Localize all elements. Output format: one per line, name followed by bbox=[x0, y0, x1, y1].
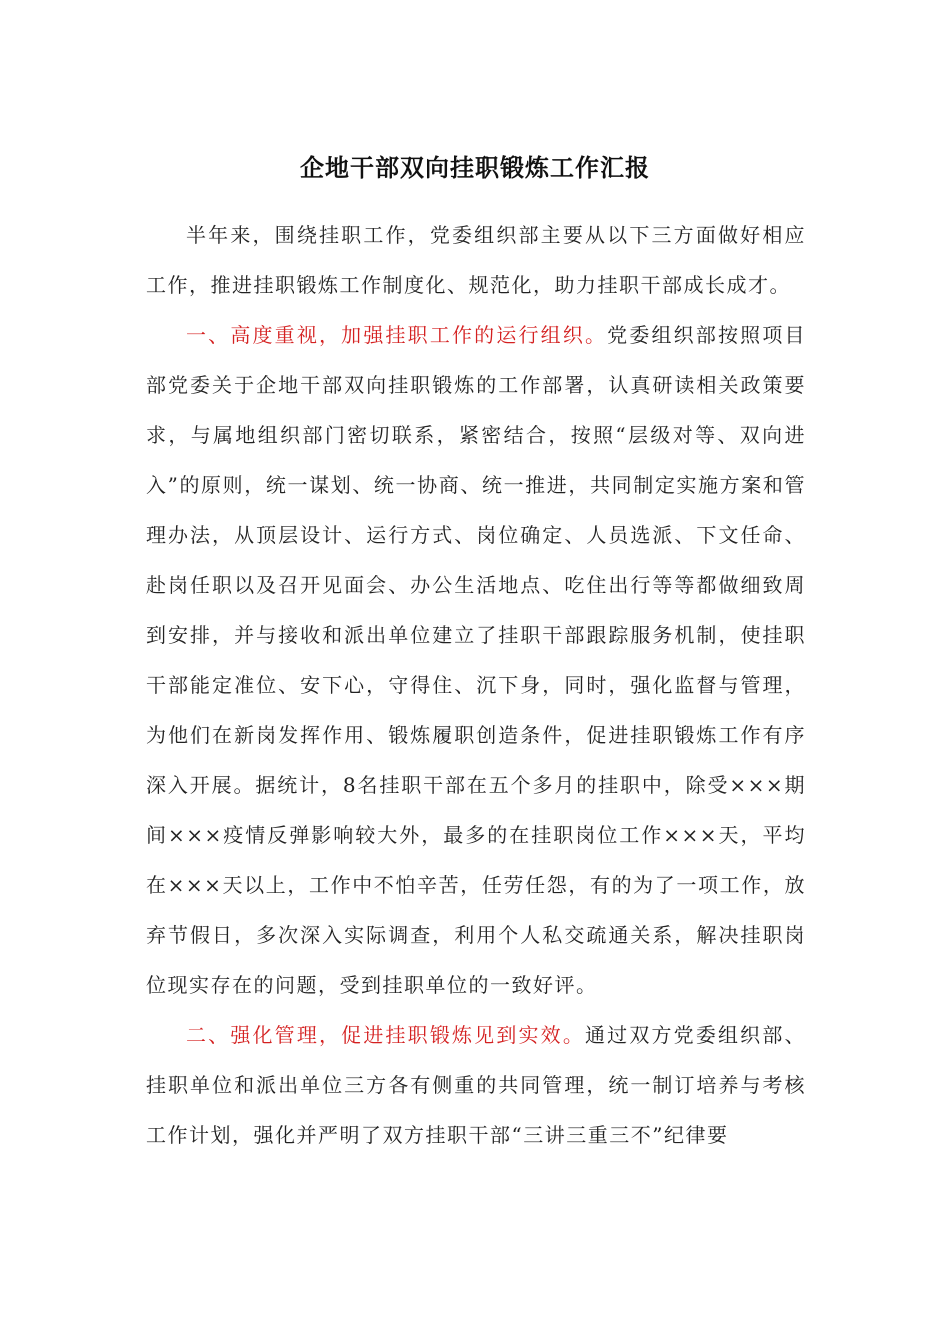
section-2-body: 通过双方党委组织部、挂职单位和派出单位三方各有侧重的共同管理，统一制订培养与考核工作计划，强化并严明了双方挂职干部“三讲三重三不”纪律要 bbox=[146, 1023, 807, 1147]
section-1-body: 党委组织部按照项目部党委关于企地干部双向挂职锻炼的工作部署，认真研读相关政策要求，与属地组织部门密切联系，紧密结合，按照“层级对等、双向进入”的原则，统一谋划、统一协商、统一推进，共同制定实施方案和管理办法，从顶层设计、运行方式、岗位确定、人员选派、下文任命、赴岗任职以及召开见面会、办公生活地点、吃住出行等等都做细致周到安排，并与接收和派出单位建立了挂职干部跟踪服务机制，使挂职干部能定准位、安下心，守得住、沉下身，同时，强化监督与管理，为他们在新岗发挥作用、锻炼履职创造条件，促进挂职锻炼工作有序深入开展。据统计，8名挂职干部在五个多月的挂职中，除受×××期间×××疫情反弹影响较大外，最多的在挂职岗位工作×××天，平均在×××天以上，工作中不怕辛苦，任劳任怨，有的为了一项工作，放弃节假日，多次深入实际调查，利用个人私交疏通关系，解决挂职岗位现实存在的问题，受到挂职单位的一致好评。 bbox=[146, 323, 807, 997]
section-2-heading: 二、强化管理，促进挂职锻炼见到实效。 bbox=[186, 1023, 585, 1047]
section-2-paragraph bbox=[146, 1010, 806, 1160]
intro-paragraph: 半年来，围绕挂职工作，党委组织部主要从以下三方面做好相应工作，推进挂职锻炼工作制度化、规范化，助力挂职干部成长成才。 bbox=[146, 223, 806, 297]
section-1-heading: 一、高度重视，加强挂职工作的运行组织。 bbox=[186, 323, 608, 347]
document-title: 企地干部双向挂职锻炼工作汇报 bbox=[300, 153, 650, 182]
document-body bbox=[146, 210, 806, 1160]
section-1-paragraph bbox=[146, 310, 806, 1010]
